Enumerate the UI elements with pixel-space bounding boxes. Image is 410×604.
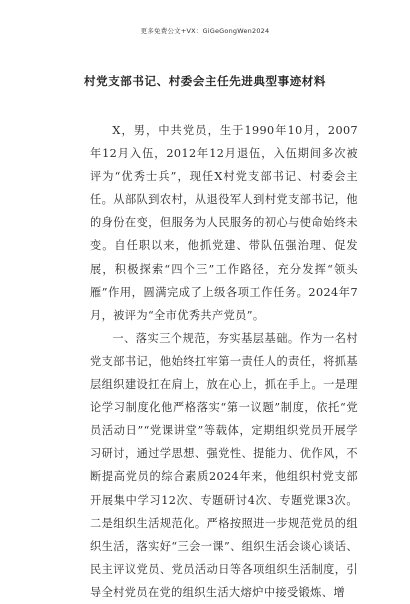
header-note: 更多免费公文+VX：GiGeGongWen2024 bbox=[140, 27, 270, 35]
document-title: 村党支部书记、村委会主任先进典型事迹材料 bbox=[84, 74, 326, 88]
document-body bbox=[90, 119, 358, 604]
paragraph-intro: X，男，中共党员，生于1990年10月，2007年12月入伍，2012年12月退伍，入伍期间多次被评为“优秀士兵”，现任X村党支部书记、村委会主任。从部队到农村，从退役军人到村党支部书记，他的身份在变，但服务为人民服务的初心与使命始终未变。自任职以来，他抓党建、带队伍强治理、促发展，积极探索“四个三”工作路径，充分发挥“领头雁”作用，圆满完成了上级各项工作任务。2024年7月，被评为“全市优秀共产党员”。 bbox=[90, 124, 358, 322]
paragraph-section-one: 一、落实三个规范，夯实基层基础。作为一名村党支部书记，他始终扛牢第一责任人的责任，将抓基层组织建设扛在肩上，放在心上，抓在手上。一是理论学习制度化他严格落实“第一议题”制度，依托“党员活动日”“党课讲堂”等载体，定期组织党员开展学习研讨，通过学思想、强党性、提能力、优作风，不断提高党员的综合素质2024年来，他组织村党支部开展集中学习12次、专题研讨4次、专题党课3次。二是组织生活规范化。严格按照进一步规范党员的组织生活，落实好“三会一课”、组织生活会谈心谈话、民主评议党员、党员活动日等各项组织生活制度，引导全村党员在党的组织生活大熔炉中接受锻炼、增 bbox=[90, 331, 358, 599]
